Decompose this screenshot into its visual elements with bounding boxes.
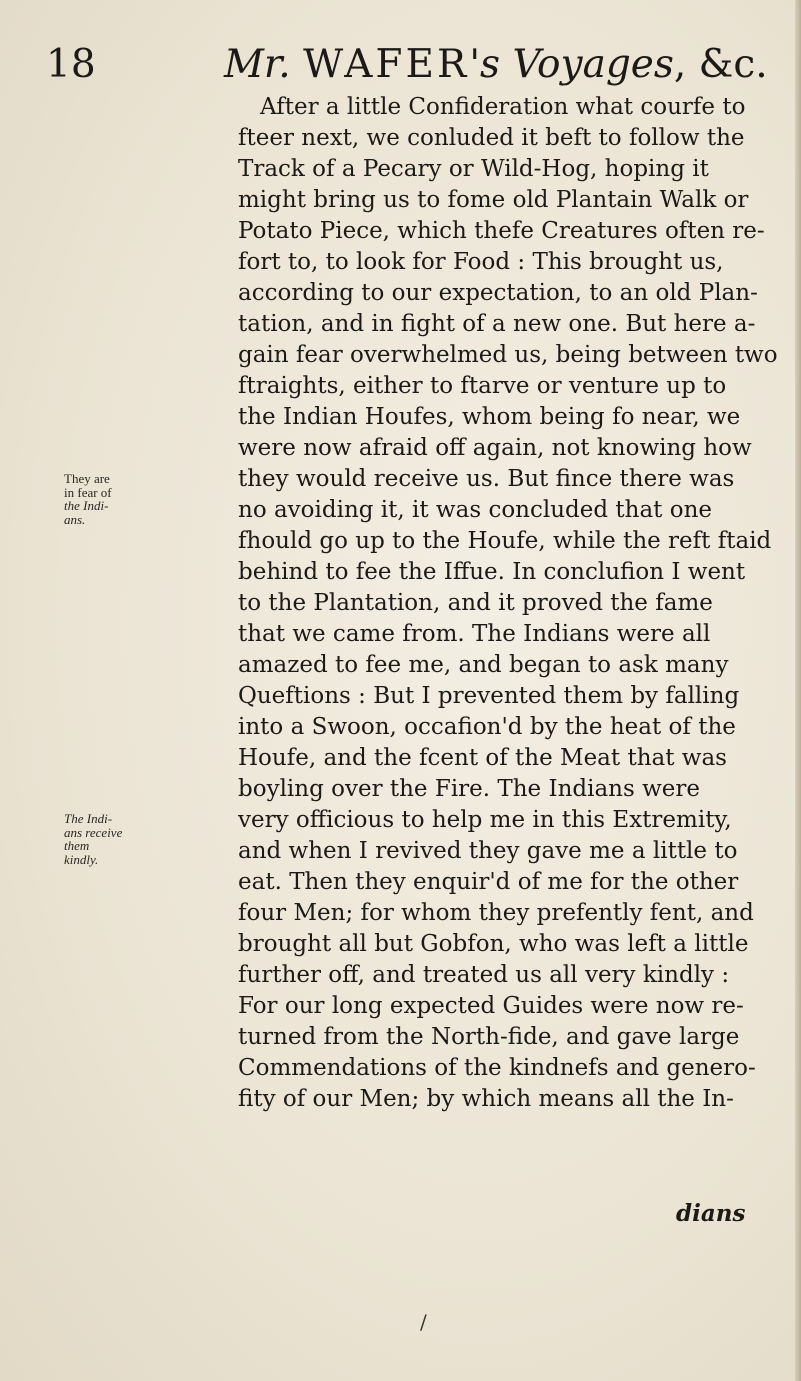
text-line: the Indian Houfes, whom being fo near, we bbox=[238, 404, 741, 430]
text-line: turned from the North-fide, and gave large bbox=[238, 1024, 740, 1050]
text-line: very officious to help me in this Extremity, bbox=[238, 807, 732, 833]
text-line: four Men; for whom they prefently fent, and bbox=[238, 900, 754, 926]
text-line: that we came from. The Indians were all bbox=[238, 621, 711, 647]
text-line: they would receive us. But fince there was bbox=[238, 466, 735, 492]
text-line: Houfe, and the fcent of the Meat that was bbox=[238, 745, 727, 771]
text-line: into a Swoon, occafion'd by the heat of the bbox=[238, 714, 736, 740]
text-line: fort to, to look for Food : This brought us, bbox=[238, 249, 724, 275]
text-line: For our long expected Guides were now re- bbox=[238, 993, 744, 1019]
stray-mark: / bbox=[420, 1310, 427, 1334]
page-header bbox=[46, 40, 766, 90]
margin-note-line: kindly. bbox=[64, 851, 99, 867]
margin-note-line: ans. bbox=[64, 511, 86, 527]
text-line: were now afraid off again, not knowing how bbox=[238, 435, 752, 461]
title-rest: Voyages bbox=[512, 42, 674, 87]
title-prefix: Mr. bbox=[224, 42, 291, 87]
text-line: boyling over the Fire. The Indians were bbox=[238, 776, 700, 802]
text-line: tation, and in fight of a new one. But here a- bbox=[238, 311, 756, 337]
title-possessive: 's bbox=[469, 42, 501, 87]
running-title bbox=[224, 40, 768, 90]
margin-note-line: They are bbox=[64, 471, 110, 486]
title-etc: , &c. bbox=[673, 42, 768, 87]
body-text bbox=[238, 92, 788, 1115]
text-line: Track of a Pecary or Wild-Hog, hoping it bbox=[238, 156, 709, 182]
margin-note-line: The Indi- bbox=[64, 811, 113, 826]
page-edge bbox=[795, 0, 801, 1381]
text-line: according to our expectation, to an old Plan- bbox=[238, 280, 758, 306]
margin-note-line: in fear of bbox=[64, 484, 112, 500]
text-line: to the Plantation, and it proved the fame bbox=[238, 590, 713, 616]
margin-note-line: them bbox=[64, 838, 90, 853]
text-line: no avoiding it, it was concluded that one bbox=[238, 497, 713, 523]
title-name: WAFER bbox=[303, 42, 470, 87]
page-number: 18 bbox=[46, 42, 96, 87]
margin-note-line: the Indi- bbox=[64, 498, 109, 513]
margin-note-line: ans receive bbox=[64, 824, 123, 840]
text-line: brought all but Gobfon, who was left a little bbox=[238, 931, 749, 957]
text-line: amazed to fee me, and began to ask many bbox=[238, 652, 729, 678]
text-line: gain fear overwhelmed us, being between two bbox=[238, 342, 778, 368]
text-line: Queftions : But I prevented them by falling bbox=[238, 683, 740, 709]
margin-note-indian-fear bbox=[64, 472, 164, 526]
text-line: Commendations of the kindnefs and genero- bbox=[238, 1055, 756, 1081]
text-line: After a little Confideration what courfe to bbox=[260, 94, 746, 120]
text-line: Potato Piece, which thefe Creatures often re- bbox=[238, 218, 765, 244]
text-line: behind to fee the Iffue. In conclufion I went bbox=[238, 559, 746, 585]
text-line: might bring us to fome old Plantain Walk or bbox=[238, 187, 749, 213]
text-line: eat. Then they enquir'd of me for the other bbox=[238, 869, 739, 895]
text-line: fity of our Men; by which means all the In- bbox=[238, 1086, 734, 1112]
margin-note-indians-receive bbox=[64, 812, 164, 866]
text-line: fhould go up to the Houfe, while the reft ftaid bbox=[238, 528, 772, 554]
text-line: ftraights, either to ftarve or venture up to bbox=[238, 373, 727, 399]
text-line: further off, and treated us all very kindly : bbox=[238, 962, 730, 988]
text-line: and when I revived they gave me a little to bbox=[238, 838, 738, 864]
catchword: dians bbox=[676, 1200, 746, 1227]
text-line: fteer next, we conluded it beft to follow the bbox=[238, 125, 745, 151]
